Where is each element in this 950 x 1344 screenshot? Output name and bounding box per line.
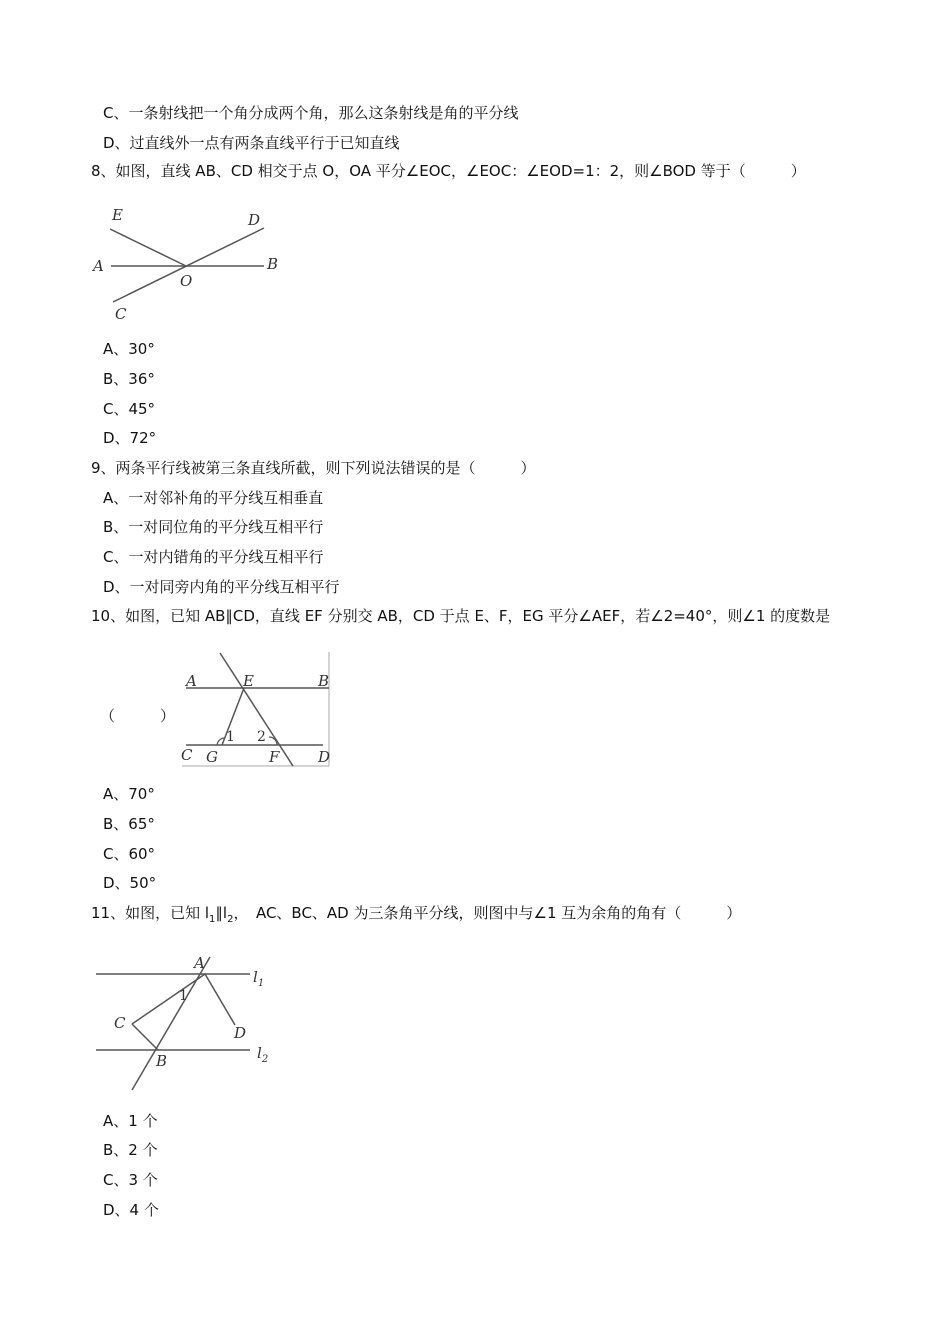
- figure-q10: [178, 650, 333, 770]
- label-l2: $l_2$: [257, 1044, 269, 1065]
- label-g: G: [206, 748, 218, 766]
- question-10-answer-paren: （ ）: [100, 707, 176, 725]
- label-d: D: [234, 1024, 247, 1042]
- label-b: B: [267, 255, 279, 273]
- bisector-bc: [132, 1024, 158, 1050]
- question-8-stem: 8、如图，直线 AB、CD 相交于点 O，OA 平分∠EOC，∠EOC：∠EOD=1：2，则∠BOD 等于（ ）: [91, 162, 806, 180]
- q11-option-b: B、2 个: [103, 1141, 158, 1159]
- q8-option-d: D、72°: [103, 429, 157, 447]
- label-angle-1: 1: [226, 729, 235, 745]
- line-cd: [113, 228, 264, 302]
- question-11-stem: [91, 903, 741, 930]
- question-10-stem: 10、如图，已知 AB∥CD，直线 EF 分别交 AB，CD 于点 E、F，EG 平分∠AEF，若∠2=40°，则∠1 的度数是: [91, 607, 831, 625]
- stem-part-1: 11、如图，已知 l: [91, 904, 210, 922]
- stem-part-2: ∥l: [215, 904, 228, 922]
- q8-option-b: B、36°: [103, 370, 155, 388]
- q11-option-a: A、1 个: [103, 1112, 158, 1130]
- figure-q11: [90, 950, 285, 1095]
- ray-oe: [110, 229, 186, 266]
- q9-option-c: C、一对内错角的平分线互相平行: [103, 548, 324, 566]
- label-c: C: [114, 1014, 126, 1032]
- q8-option-a: A、30°: [103, 340, 155, 358]
- q9-option-b: B、一对同位角的平分线互相平行: [103, 518, 324, 536]
- label-f: F: [269, 748, 280, 766]
- label-c: C: [181, 746, 193, 764]
- label-angle-1: 1: [179, 988, 188, 1004]
- label-d: D: [248, 211, 261, 229]
- q10-option-d: D、50°: [103, 874, 157, 892]
- stem-part-3: ， AC、BC、AD 为三条角平分线，则图中与∠1 互为余角的角有（ ）: [233, 904, 742, 922]
- q8-option-c: C、45°: [103, 400, 156, 418]
- option-c: C、一条射线把一个角分成两个角，那么这条射线是角的平分线: [103, 104, 519, 122]
- figure-q8: [88, 200, 288, 325]
- transversal-ab: [132, 957, 210, 1090]
- bisector-ad: [205, 974, 235, 1025]
- bisector-ac: [132, 974, 205, 1024]
- q9-option-a: A、一对邻补角的平分线互相垂直: [103, 489, 324, 507]
- label-b: B: [318, 672, 330, 690]
- label-a: A: [194, 954, 205, 972]
- q11-option-d: D、4 个: [103, 1201, 159, 1219]
- subscript-2: 2: [227, 914, 234, 925]
- label-e: E: [112, 206, 123, 224]
- label-b: B: [156, 1052, 168, 1070]
- q10-option-c: C、60°: [103, 845, 156, 863]
- label-e: E: [243, 672, 254, 690]
- line-ef: [220, 653, 293, 766]
- label-a: A: [186, 672, 197, 690]
- label-l1: $l_1$: [253, 968, 265, 989]
- q11-option-c: C、3 个: [103, 1171, 158, 1189]
- question-9-stem: 9、两条平行线被第三条直线所截，则下列说法错误的是（ ）: [91, 459, 536, 477]
- q10-option-b: B、65°: [103, 815, 155, 833]
- label-c: C: [115, 305, 127, 323]
- label-angle-2: 2: [257, 729, 266, 745]
- option-d: D、过直线外一点有两条直线平行于已知直线: [103, 134, 400, 152]
- q10-option-a: A、70°: [103, 785, 155, 803]
- subscript-1: 1: [209, 914, 216, 925]
- q9-option-d: D、一对同旁内角的平分线互相平行: [103, 578, 340, 596]
- label-a: A: [93, 257, 104, 275]
- label-o: O: [180, 272, 193, 290]
- label-d: D: [318, 748, 331, 766]
